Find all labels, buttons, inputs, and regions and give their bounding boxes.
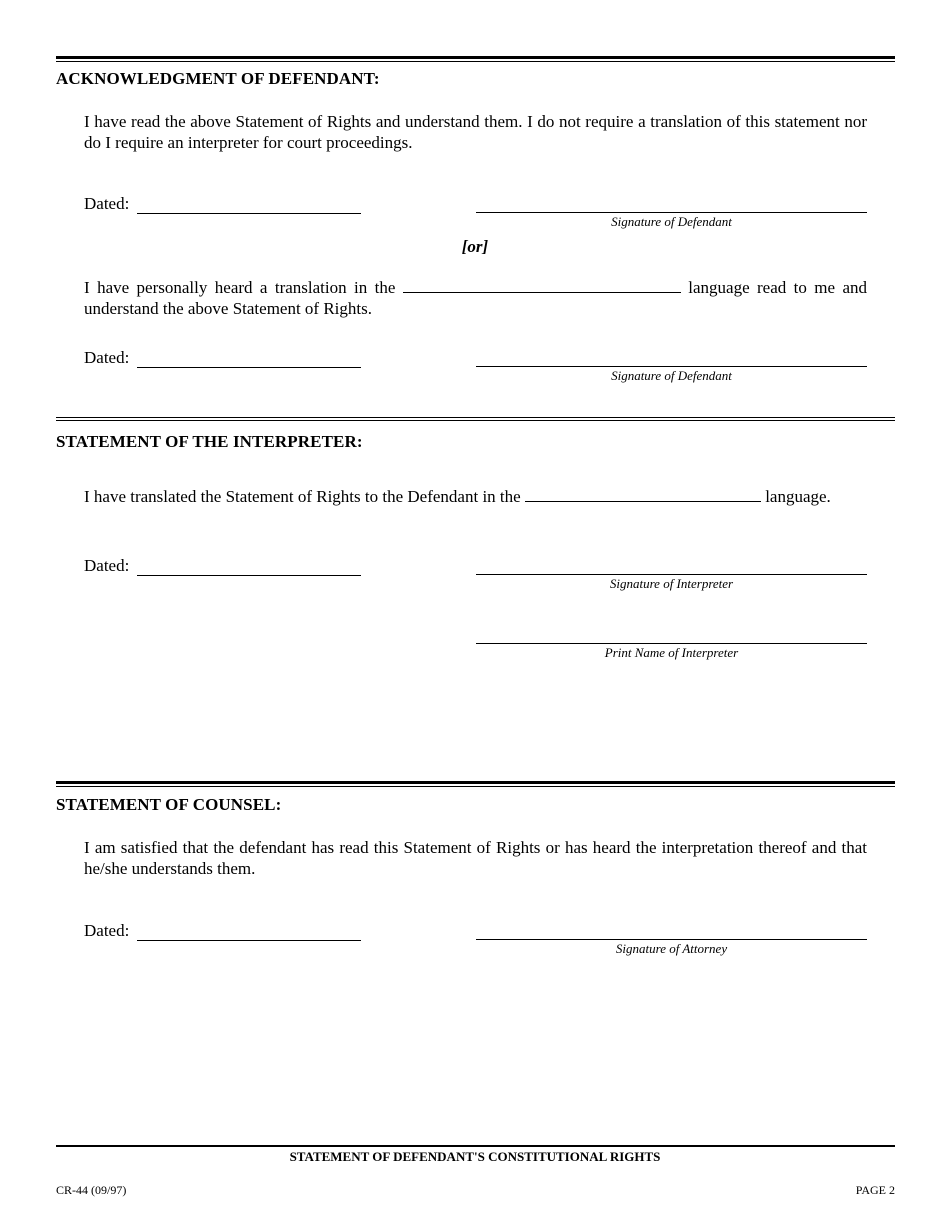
signature-caption: Signature of Defendant <box>611 368 732 383</box>
interpreter-text-after: language. <box>765 487 831 506</box>
dated-field[interactable] <box>137 196 361 214</box>
print-name-caption: Print Name of Interpreter <box>604 645 739 660</box>
acknowledgment-paragraph: I have read the above Statement of Rights and understand them. I do not require a translation of this statement nor do I require an interpreter for court proceedings. <box>84 112 867 152</box>
translation-text-before: I have personally heard a translation in the <box>84 278 396 297</box>
dated-label: Dated: <box>84 194 130 213</box>
form-number: CR-44 (09/97) <box>56 1183 127 1197</box>
interpreter-language-field[interactable] <box>525 486 761 502</box>
or-separator: [or] <box>461 237 489 256</box>
defendant-signature-line[interactable] <box>476 350 867 367</box>
translation-text-after: language read to me and understand the above Statement of Rights. <box>84 278 868 318</box>
dated-label: Dated: <box>84 921 130 940</box>
attorney-signature-line[interactable] <box>476 923 867 940</box>
interpreter-text-before: I have translated the Statement of Rights to the Defendant in the <box>84 487 521 506</box>
language-field[interactable] <box>403 277 681 293</box>
defendant-signature-line[interactable] <box>476 196 867 213</box>
acknowledgment-heading: ACKNOWLEDGMENT OF DEFENDANT: <box>56 69 380 88</box>
dated-field[interactable] <box>137 923 361 941</box>
section-double-rule <box>56 417 895 421</box>
dated-field[interactable] <box>137 350 361 368</box>
section-double-rule <box>56 781 895 787</box>
signature-caption: Signature of Interpreter <box>609 576 734 591</box>
counsel-paragraph: I am satisfied that the defendant has read this Statement of Rights or has heard the interpretation thereof and that he/she understands them. <box>84 838 867 878</box>
signature-caption: Signature of Defendant <box>611 214 732 229</box>
counsel-heading: STATEMENT OF COUNSEL: <box>56 795 282 814</box>
dated-field[interactable] <box>137 558 361 576</box>
footer-rule <box>56 1145 895 1147</box>
dated-label: Dated: <box>84 556 130 575</box>
interpreter-print-name-line[interactable] <box>476 627 867 644</box>
translation-paragraph <box>84 277 867 319</box>
interpreter-signature-line[interactable] <box>476 558 867 575</box>
footer-title: STATEMENT OF DEFENDANT'S CONSTITUTIONAL RIGHTS <box>289 1149 661 1164</box>
top-double-rule <box>56 56 895 62</box>
page-number: PAGE 2 <box>855 1183 895 1197</box>
interpreter-statement <box>84 486 867 507</box>
interpreter-heading: STATEMENT OF THE INTERPRETER: <box>56 432 363 451</box>
dated-label: Dated: <box>84 348 130 367</box>
signature-caption: Signature of Attorney <box>615 941 728 956</box>
